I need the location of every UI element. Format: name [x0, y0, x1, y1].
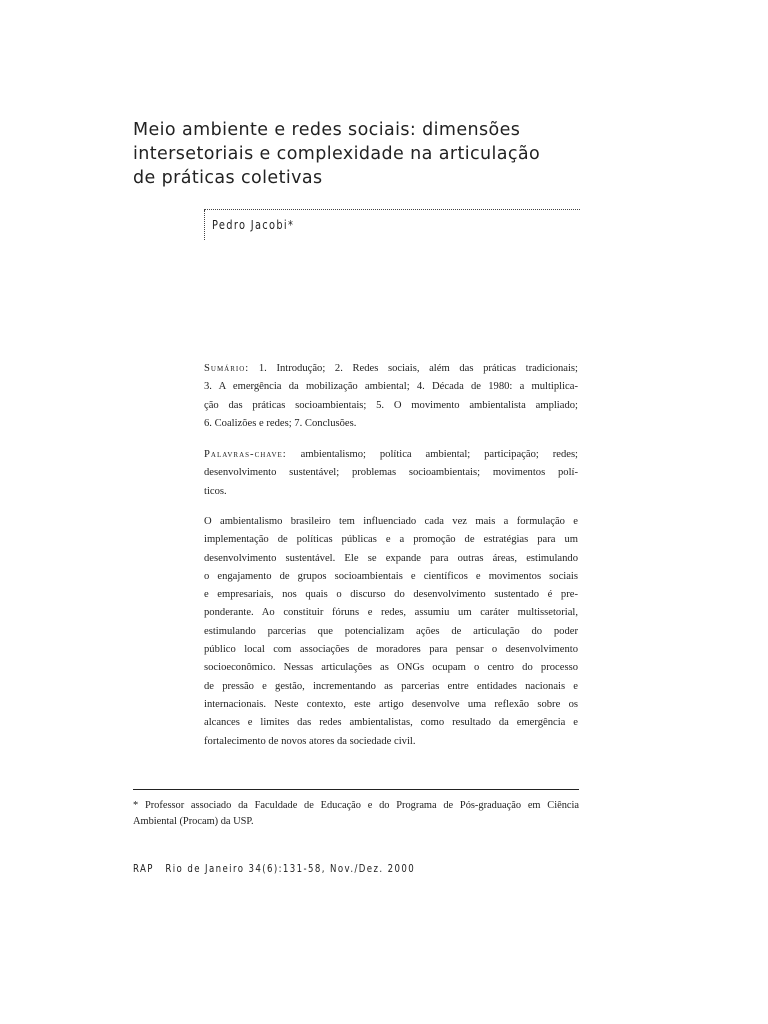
abstract-line: e empresariais, nos quais o discurso do desenvolvimento sustentado é pre-	[204, 589, 578, 601]
footnote-line: Ambiental (Procam) da USP.	[133, 815, 254, 827]
article-title	[133, 118, 653, 190]
footnote-divider	[133, 789, 579, 790]
abstract-line: internacionais. Neste contexto, este artigo desenvolve uma reflexão sobre os	[204, 698, 578, 710]
abstract-line: alcances e limites das redes ambientalistas, como resultado da emergência e	[204, 717, 578, 729]
abstract-line: ponderante. Ao constituir fóruns e redes, assumiu um caráter multissetorial,	[204, 607, 578, 619]
summary-text: 1. Introdução; 2. Redes sociais, além das práticas tradicionais;	[258, 363, 579, 374]
keywords-line-1	[204, 446, 578, 464]
keywords-text: ambientalismo; política ambiental; participação; redes;	[300, 449, 579, 460]
title-line: Meio ambiente e redes sociais: dimensões	[133, 120, 521, 140]
author-footnote	[133, 798, 579, 829]
author-divider	[204, 209, 580, 210]
title-line: de práticas coletivas	[133, 168, 323, 188]
keywords-line: ticos.	[204, 485, 227, 497]
summary-line-1	[204, 360, 578, 378]
summary-line: ção das práticas socioambientais; 5. O movimento ambientalista ampliado;	[204, 399, 578, 411]
summary-line: 6. Coalizões e redes; 7. Conclusões.	[204, 417, 357, 429]
summary-line: 3. A emergência da mobilização ambiental; 4. Década de 1980: a multiplica-	[204, 381, 578, 393]
author-divider-vertical	[204, 210, 205, 240]
abstract-line: socioeconômico. Nessas articulações as ONGs ocupam o centro do processo	[204, 662, 578, 674]
abstract-line: O ambientalismo brasileiro tem influenciado cada vez mais a formulação e	[204, 516, 578, 527]
abstract-line: o engajamento de grupos socioambientais e científicos e movimentos sociais	[204, 570, 578, 582]
abstract-line: fortalecimento de novos atores da sociedade civil.	[204, 735, 416, 747]
title-line: intersetoriais e complexidade na articulação	[133, 144, 541, 164]
abstract-line: desenvolvimento sustentável. Ele se expande para outras áreas, estimulando	[204, 552, 578, 564]
keywords-block	[204, 446, 578, 501]
summary-block	[204, 360, 578, 433]
keywords-label: Palavras-chave:	[204, 449, 287, 460]
abstract-line: estimulando parcerias que potencializam ações de articulação do poder	[204, 625, 578, 637]
journal-citation: Rio de Janeiro 34(6):131-58, Nov./Dez. 2000	[165, 863, 416, 875]
summary-label: Sumário:	[204, 363, 250, 374]
footnote-line: * Professor associado da Faculdade de Educação e do Programa de Pós-graduação em Ciência	[133, 800, 579, 811]
abstract-line: implementação de políticas públicas e a promoção de estratégias para um	[204, 534, 578, 546]
abstract-line: de pressão e gestão, incrementando as parcerias entre entidades nacionais e	[204, 680, 578, 692]
author-name: Pedro Jacobi*	[212, 218, 295, 232]
page-footer	[133, 863, 415, 875]
abstract-block	[204, 513, 578, 751]
keywords-line: desenvolvimento sustentável; problemas socioambientais; movimentos polí-	[204, 467, 578, 479]
journal-abbreviation: RAP	[133, 863, 154, 875]
abstract-line: público local com associações de moradores para pensar o desenvolvimento	[204, 644, 578, 656]
